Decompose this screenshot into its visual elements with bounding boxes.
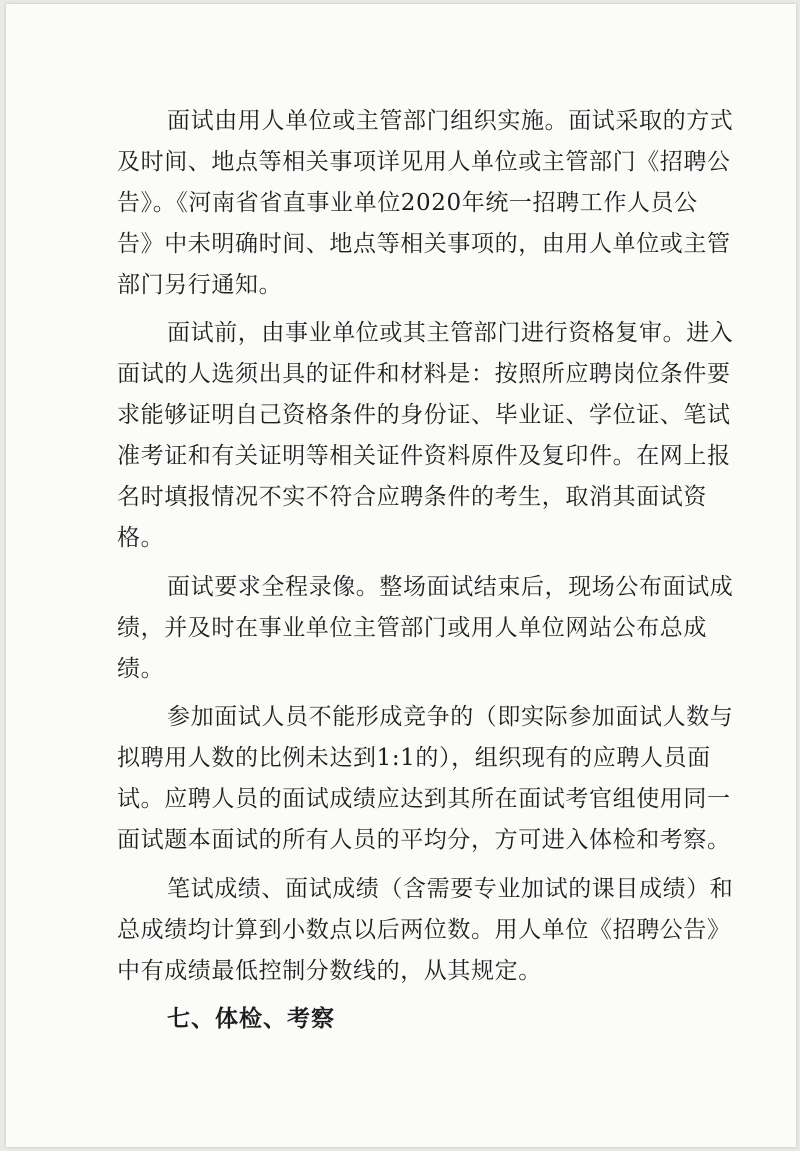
paragraph-interview-organization-line-4: 告》中未明确时间、地点等相关事项的，由用人单位或主管 [117,231,731,257]
paragraph-no-competition-line-4: 面试题本面试的所有人员的平均分，方可进入体检和考察。 [117,827,731,853]
paragraph-qualification-review-line-3: 求能够证明自己资格条件的身份证、毕业证、学位证、笔试 [117,402,731,428]
section-heading: 七、体检、考察 [167,1005,335,1032]
document-page [6,4,796,1147]
paragraph-interview-organization-line-2: 及时间、地点等相关事项详见用人单位或主管部门《招聘公 [117,149,731,175]
paragraph-score-calculation-line-1: 笔试成绩、面试成绩（含需要专业加试的课目成绩）和 [167,876,734,902]
paragraph-no-competition-line-1: 参加面试人员不能形成竞争的（即实际参加面试人数与 [167,704,734,730]
paragraph-score-calculation-line-2: 总成绩均计算到小数点以后两位数。用人单位《招聘公告》 [117,917,731,943]
paragraph-qualification-review-line-1: 面试前，由事业单位或其主管部门进行资格复审。进入 [167,320,734,346]
paragraph-interview-recording-line-2: 绩，并及时在事业单位主管部门或用人单位网站公布总成 [117,615,707,641]
paragraph-score-calculation-line-3: 中有成绩最低控制分数线的，从其规定。 [117,958,542,984]
document-body [6,4,796,1147]
paragraph-interview-organization-line-1: 面试由用人单位或主管部门组织实施。面试采取的方式 [167,108,734,134]
paragraph-qualification-review-line-5: 名时填报情况不实不符合应聘条件的考生，取消其面试资 [117,484,707,510]
paragraph-qualification-review-line-2: 面试的人选须出具的证件和材料是：按照所应聘岗位条件要 [117,361,731,387]
paragraph-interview-organization-line-3: 告》。《河南省省直事业单位2020年统一招聘工作人员公 [117,190,698,216]
paragraph-no-competition-line-2: 拟聘用人数的比例未达到1:1的），组织现有的应聘人员面 [117,745,711,771]
paragraph-interview-organization-line-5: 部门另行通知。 [117,272,283,298]
paragraph-interview-recording-line-3: 绩。 [117,656,165,682]
paragraph-qualification-review-line-6: 格。 [117,525,165,551]
paragraph-interview-recording-line-1: 面试要求全程录像。整场面试结束后，现场公布面试成 [167,574,734,600]
paragraph-no-competition-line-3: 试。应聘人员的面试成绩应达到其所在面试考官组使用同一 [117,786,731,812]
paragraph-qualification-review-line-4: 准考证和有关证明等相关证件资料原件及复印件。在网上报 [117,443,731,469]
